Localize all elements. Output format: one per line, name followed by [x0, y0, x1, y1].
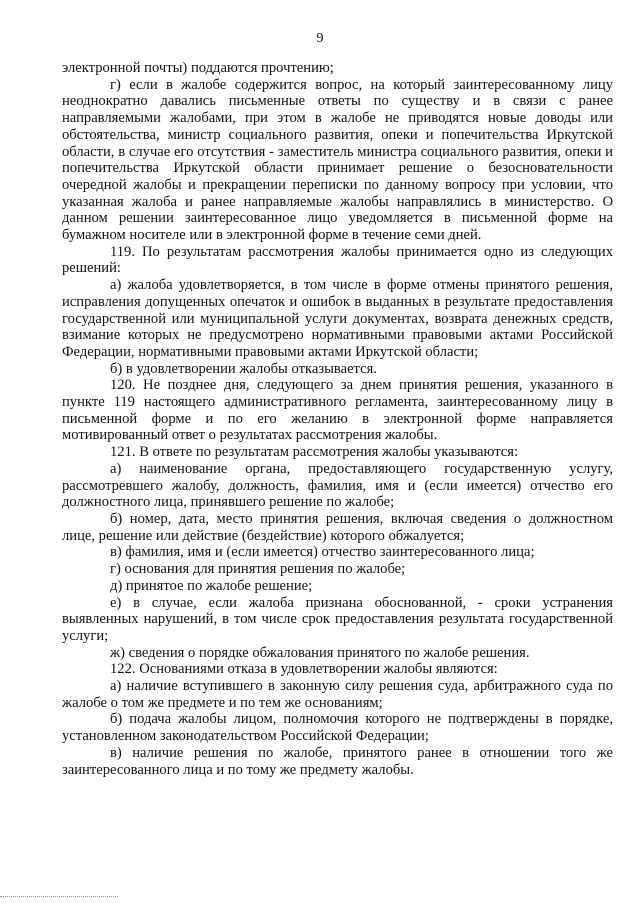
paragraph: е) в случае, если жалоба признана обоснованной, - сроки устранения выявленных нарушений, в том числе срок предоставления результата государственной услуги; — [62, 594, 613, 644]
paragraph: б) подача жалобы лицом, полномочия которого не подтверждены в порядке, установленном законодательством Российской Федерации; — [62, 711, 613, 745]
paragraph: б) номер, дата, место принятия решения, включая сведения о должностном лице, решение или действие (бездействие) которого обжалуется; — [62, 510, 613, 544]
paragraph: г) основания для принятия решения по жалобе; — [110, 561, 406, 578]
paragraph: г) если в жалобе содержится вопрос, на который заинтересованному лицу неоднократно давались письменные ответы по существу и в связи с ранее направляемыми жалобами, при этом в жалобе не приводятся новые доводы или обстоятельства, министр социального развития, опеки и попечительства Иркутской области, в случае его отсутствия - заместитель министра социального развития, опеки и попечительства Иркутской области принимает решение о безосновательности очередной жалобы и прекращении переписки по данному вопросу при условии, что указанная жалоба и ранее направляемые жалобы направлялись в министерство. О данном решении заинтересованное лицо уведомляется в письменной форме на бумажном носителе или в электронной форме в течение семи дней. — [62, 76, 613, 244]
paragraph: а) наименование органа, предоставляющего государственную услугу, рассмотревшего жалобу, должность, фамилия, имя и (если имеется) отчество его должностного лица, принявшего решение по жалобе; — [62, 460, 613, 511]
paragraph: в) фамилия, имя и (если имеется) отчество заинтересованного лица; — [110, 544, 535, 561]
paragraph: 119. По результатам рассмотрения жалобы принимается одно из следующих решений: — [62, 243, 613, 277]
paragraph: в) наличие решения по жалобе, принятого ранее в отношении того же заинтересованного лица и по тому же предмету жалобы. — [62, 744, 613, 778]
page-number: 9 — [316, 31, 324, 46]
paragraph: ж) сведения о порядке обжалования принятого по жалобе решения. — [110, 644, 530, 661]
paragraph: а) наличие вступившего в законную силу решения суда, арбитражного суда по жалобе о том же предмете и по тем же основаниям; — [62, 678, 613, 711]
paragraph: а) жалоба удовлетворяется, в том числе в форме отмены принятого решения, исправления допущенных опечаток и ошибок в выданных в результате предоставления государственной или муниципальной услуги документах, возврата денежных средств, взимание которых не предусмотрено нормативными правовыми актами Российской Федерации, нормативными правовыми актами Иркутской области; — [62, 277, 613, 360]
paragraph: 121. В ответе по результатам рассмотрения жалобы указываются: — [110, 444, 519, 461]
document-body — [62, 60, 613, 778]
footer-divider — [0, 896, 118, 897]
paragraph: электронной почты) поддаются прочтению; — [62, 60, 334, 76]
paragraph: д) принятое по жалобе решение; — [110, 577, 313, 594]
paragraph: 122. Основаниями отказа в удовлетворении жалобы являются: — [110, 661, 498, 678]
paragraph: б) в удовлетворении жалобы отказывается. — [110, 360, 377, 377]
paragraph: 120. Не позднее дня, следующего за днем принятия решения, указанного в пункте 119 настоящего административного регламента, заинтересованному лицу в письменной форме и по его желанию в электронной форме направляется мотивированный ответ о результатах рассмотрения жалобы. — [62, 377, 613, 444]
